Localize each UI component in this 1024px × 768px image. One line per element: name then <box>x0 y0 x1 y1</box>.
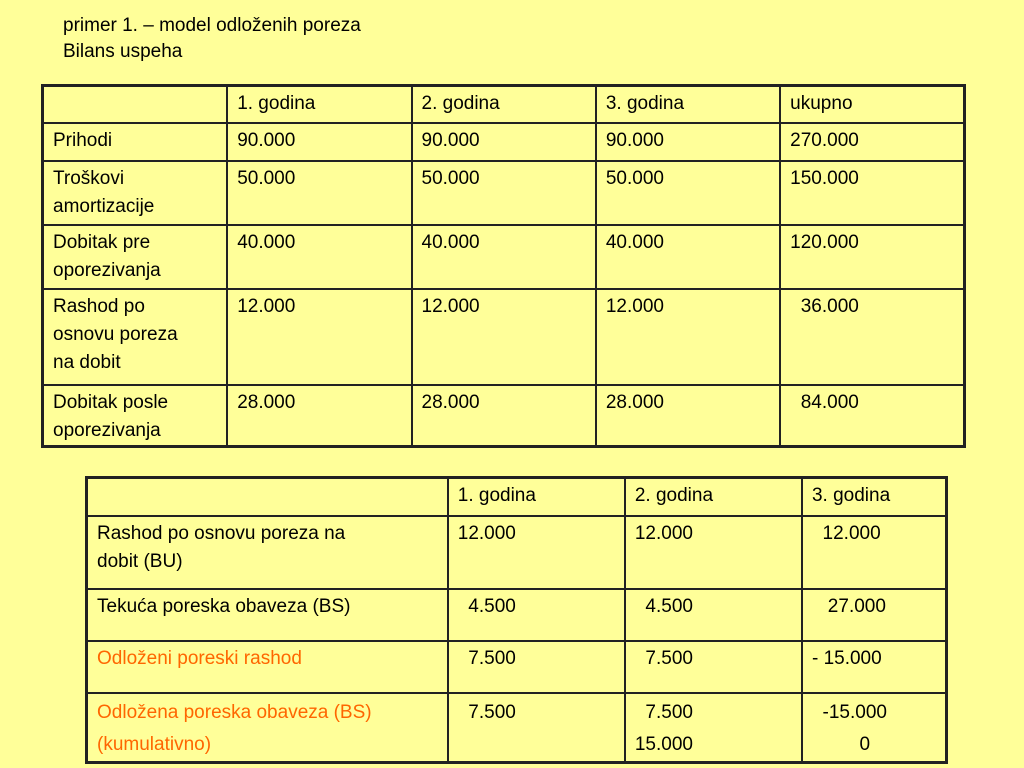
table-cell: 90.000 <box>596 123 780 161</box>
header-cell: ukupno <box>780 86 964 123</box>
table-cell: 40.000 <box>227 225 411 289</box>
table-cell: 12.000 <box>227 289 411 385</box>
table-cell: 28.000 <box>412 385 596 447</box>
deferred-tax-table <box>85 476 948 764</box>
table-header-row <box>43 86 965 123</box>
table-row <box>43 225 965 289</box>
table-cell: 150.000 <box>780 161 964 225</box>
header-cell: 2. godina <box>625 478 802 516</box>
header-cell <box>87 478 448 516</box>
table-row <box>87 516 947 589</box>
row-label: Prihodi <box>43 123 228 161</box>
table-cell: 7.500 <box>448 641 625 693</box>
table-cell: - 15.000 <box>802 641 947 693</box>
table-cell: 28.000 <box>227 385 411 447</box>
table-cell: 50.000 <box>596 161 780 225</box>
table-row <box>87 693 947 763</box>
table-row <box>87 641 947 693</box>
table-cell: 120.000 <box>780 225 964 289</box>
table-cell: 7.500 <box>448 693 625 763</box>
row-label: Rashod po osnovu poreza na dobit (BU) <box>87 516 448 589</box>
table-cell: 7.500 <box>625 641 802 693</box>
table-cell: 4.500 <box>448 589 625 641</box>
table-row <box>43 123 965 161</box>
table-cell: 50.000 <box>227 161 411 225</box>
row-label: Dobitak pre oporezivanja <box>43 225 228 289</box>
header-cell: 2. godina <box>412 86 596 123</box>
table-cell: 12.000 <box>596 289 780 385</box>
table-cell: -15.000 0 <box>802 693 947 763</box>
table-cell: 40.000 <box>596 225 780 289</box>
title-line-1: primer 1. – model odloženih poreza <box>63 15 361 36</box>
table-cell: 28.000 <box>596 385 780 447</box>
table-cell: 7.500 15.000 <box>625 693 802 763</box>
slide-title <box>63 13 361 65</box>
row-label-highlight: Odložena poreska obaveza (BS) (kumulativno) <box>87 693 448 763</box>
row-label: Dobitak posle oporezivanja <box>43 385 228 447</box>
header-cell: 1. godina <box>227 86 411 123</box>
row-label: Tekuća poreska obaveza (BS) <box>87 589 448 641</box>
header-cell: 3. godina <box>596 86 780 123</box>
row-label: Rashod po osnovu poreza na dobit <box>43 289 228 385</box>
table-cell: 84.000 <box>780 385 964 447</box>
header-cell: 1. godina <box>448 478 625 516</box>
row-label-highlight: Odloženi poreski rashod <box>87 641 448 693</box>
table-cell: 90.000 <box>227 123 411 161</box>
table-cell: 12.000 <box>802 516 947 589</box>
table-cell: 4.500 <box>625 589 802 641</box>
table-header-row <box>87 478 947 516</box>
header-cell: 3. godina <box>802 478 947 516</box>
table-cell: 50.000 <box>412 161 596 225</box>
subtitle-bilans-uspeha: Bilans uspeha <box>63 41 183 62</box>
table-row <box>43 161 965 225</box>
table-cell: 12.000 <box>412 289 596 385</box>
table-cell: 270.000 <box>780 123 964 161</box>
table-cell: 40.000 <box>412 225 596 289</box>
table-row <box>87 589 947 641</box>
table-cell: 36.000 <box>780 289 964 385</box>
income-statement-table <box>41 84 966 448</box>
header-cell <box>43 86 228 123</box>
table-cell: 12.000 <box>625 516 802 589</box>
table-cell: 27.000 <box>802 589 947 641</box>
table-row <box>43 289 965 385</box>
table-cell: 90.000 <box>412 123 596 161</box>
table-row <box>43 385 965 447</box>
table-cell: 12.000 <box>448 516 625 589</box>
row-label: Troškovi amortizacije <box>43 161 228 225</box>
